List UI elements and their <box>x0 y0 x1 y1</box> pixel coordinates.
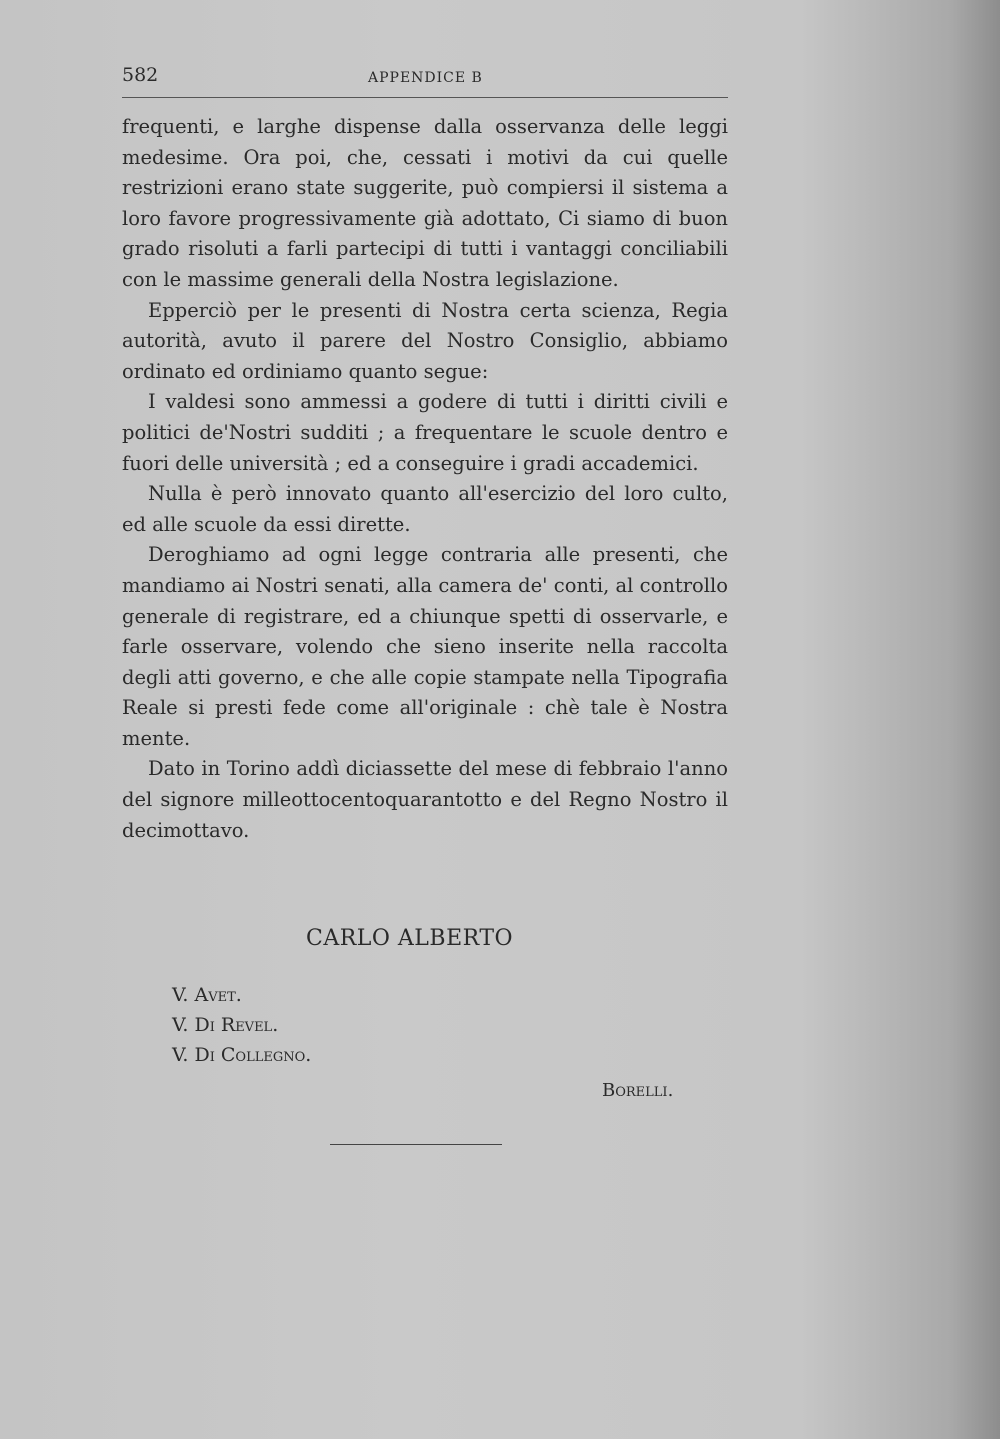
closing-rule <box>330 1144 502 1145</box>
paragraph-1: frequenti, e larghe dispense dalla osservanza delle leggi medesime. Ora poi, che, cessati i motivi da cui quelle restrizioni erano state suggerite, può compiersi il sistema a loro favore progressivamente già adottato, Ci siamo di buon grado risoluti a farli partecipi di tutti i vantaggi conciliabili con le massime generali della Nostra legislazione. <box>122 115 728 291</box>
countersignature-1: V. Avet. <box>172 984 242 1006</box>
header-divider <box>122 97 728 98</box>
royal-signature: CARLO ALBERTO <box>306 926 514 951</box>
paragraph-3: I valdesi sono ammessi a godere di tutti i diritti civili e politici de'Nostri sudditi ; a frequentare le scuole dentro e fuori delle università ; ed a conseguire i gradi accademici. <box>122 390 728 475</box>
countersignature-2: V. Di Revel. <box>172 1014 279 1036</box>
running-title: APPENDICE B <box>368 70 483 86</box>
paragraph-6: Dato in Torino addì diciassette del mese di febbraio l'anno del signore milleottocentoquarantotto e del Regno Nostro il decimottavo. <box>122 757 728 842</box>
page-number: 582 <box>122 64 159 86</box>
minister-signature: Borelli. <box>602 1080 674 1101</box>
paragraph-4: Nulla è però innovato quanto all'esercizio del loro culto, ed alle scuole da essi dirette. <box>122 482 728 536</box>
paragraph-2: Epperciò per le presenti di Nostra certa scienza, Regia autorità, avuto il parere del Nostro Consiglio, abbiamo ordinato ed ordiniamo quanto segue: <box>122 298 728 383</box>
body-text <box>122 112 728 846</box>
countersignature-3: V. Di Collegno. <box>172 1044 312 1066</box>
paragraph-5: Deroghiamo ad ogni legge contraria alle presenti, che mandiamo ai Nostri senati, alla camera de' conti, al controllo generale di registrare, ed a chiunque spetti di osservarle, e farle osservare, volendo che sieno inserite nella raccolta degli atti governo, e che alle copie stampate nella Tipografia Reale si presti fede come all'originale : chè tale è Nostra mente. <box>122 543 728 750</box>
page-header <box>122 62 728 92</box>
